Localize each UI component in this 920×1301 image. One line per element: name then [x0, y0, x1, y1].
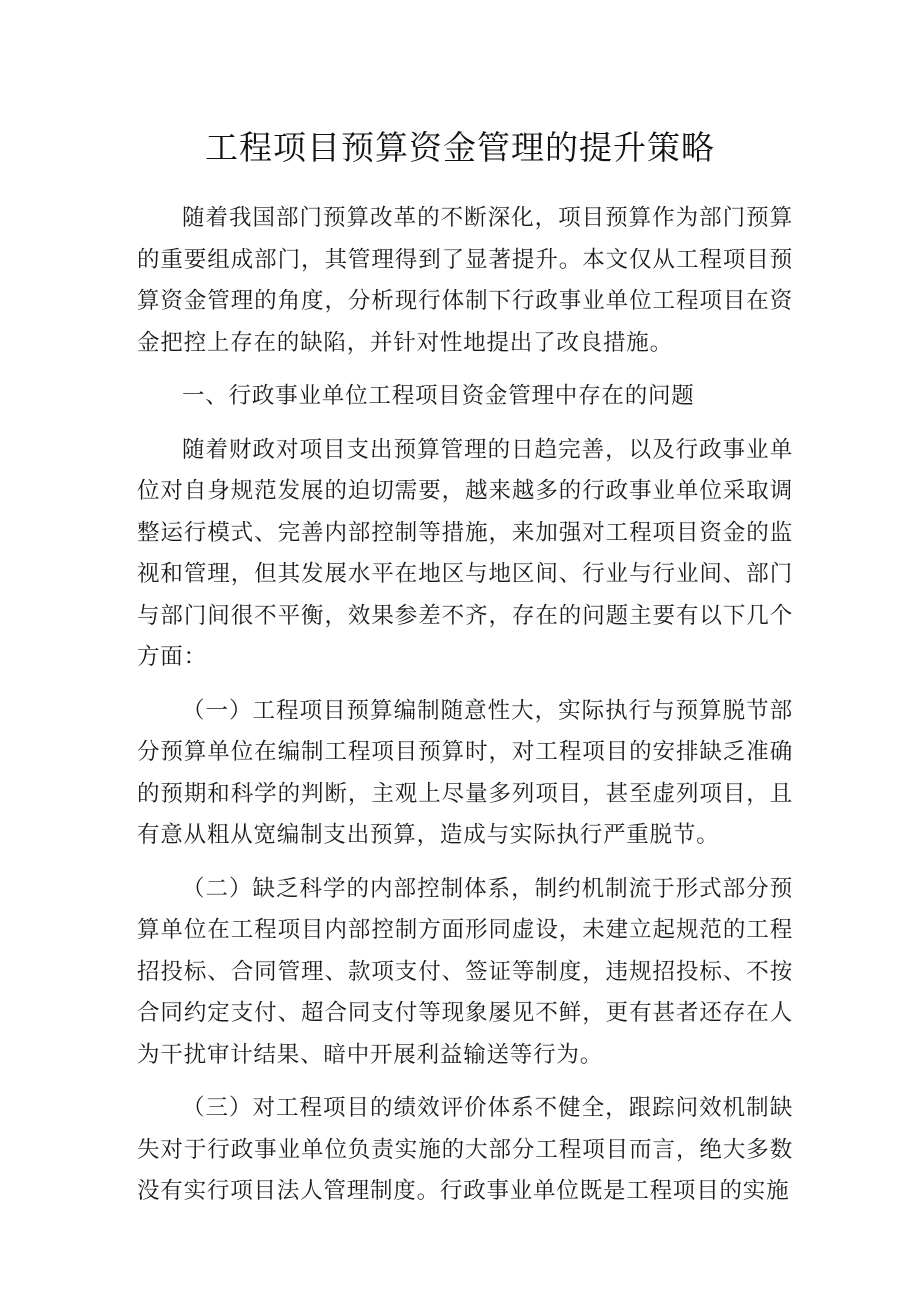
section-heading-1: 一、行政事业单位工程项目资金管理中存在的问题 — [182, 383, 695, 409]
paragraph-subsection-1: （一）工程项目预算编制随意性大，实际执行与预算脱节部分预算单位在编制工程项目预算时，对工程项目的安排缺乏准确的预期和科学的判断，主观上尽量多列项目，甚至虚列项目，且有意从粗从宽编制支出预算，造成与实际执行严重脱节。 — [137, 697, 793, 848]
document-body — [137, 198, 793, 1225]
paragraph-section-1: 随着财政对项目支出预算管理的日趋完善，以及行政事业单位对自身规范发展的迫切需要，越来越多的行政事业单位采取调整运行模式、完善内部控制等措施，来加强对工程项目资金的监视和管理，但其发展水平在地区与地区间、行业与行业间、部门与部门间很不平衡，效果参差不齐，存在的问题主要有以下几个方面： — [137, 436, 793, 670]
paragraph-intro: 随着我国部门预算改革的不断深化，项目预算作为部门预算的重要组成部门，其管理得到了显著提升。本文仅从工程项目预算资金管理的角度，分析现行体制下行政事业单位工程项目在资金把控上存在的缺陷，并针对性地提出了改良措施。 — [137, 205, 793, 356]
paragraph-subsection-3: （三）对工程项目的绩效评价体系不健全，跟踪问效机制缺失对于行政事业单位负责实施的大部分工程项目而言，绝大多数没有实行项目法人管理制度。行政事业单位既是工程项目的实施 — [137, 1095, 793, 1204]
document-title: 工程项目预算资金管理的提升策略 — [205, 128, 715, 167]
paragraph-subsection-2: （二）缺乏科学的内部控制体系，制约机制流于形式部分预算单位在工程项目内部控制方面形同虚设，未建立起规范的工程招投标、合同管理、款项支付、签证等制度，违规招投标、不按合同约定支付、超合同支付等现象屡见不鲜，更有甚者还存在人为干扰审计结果、暗中开展利益输送等行为。 — [137, 875, 793, 1068]
